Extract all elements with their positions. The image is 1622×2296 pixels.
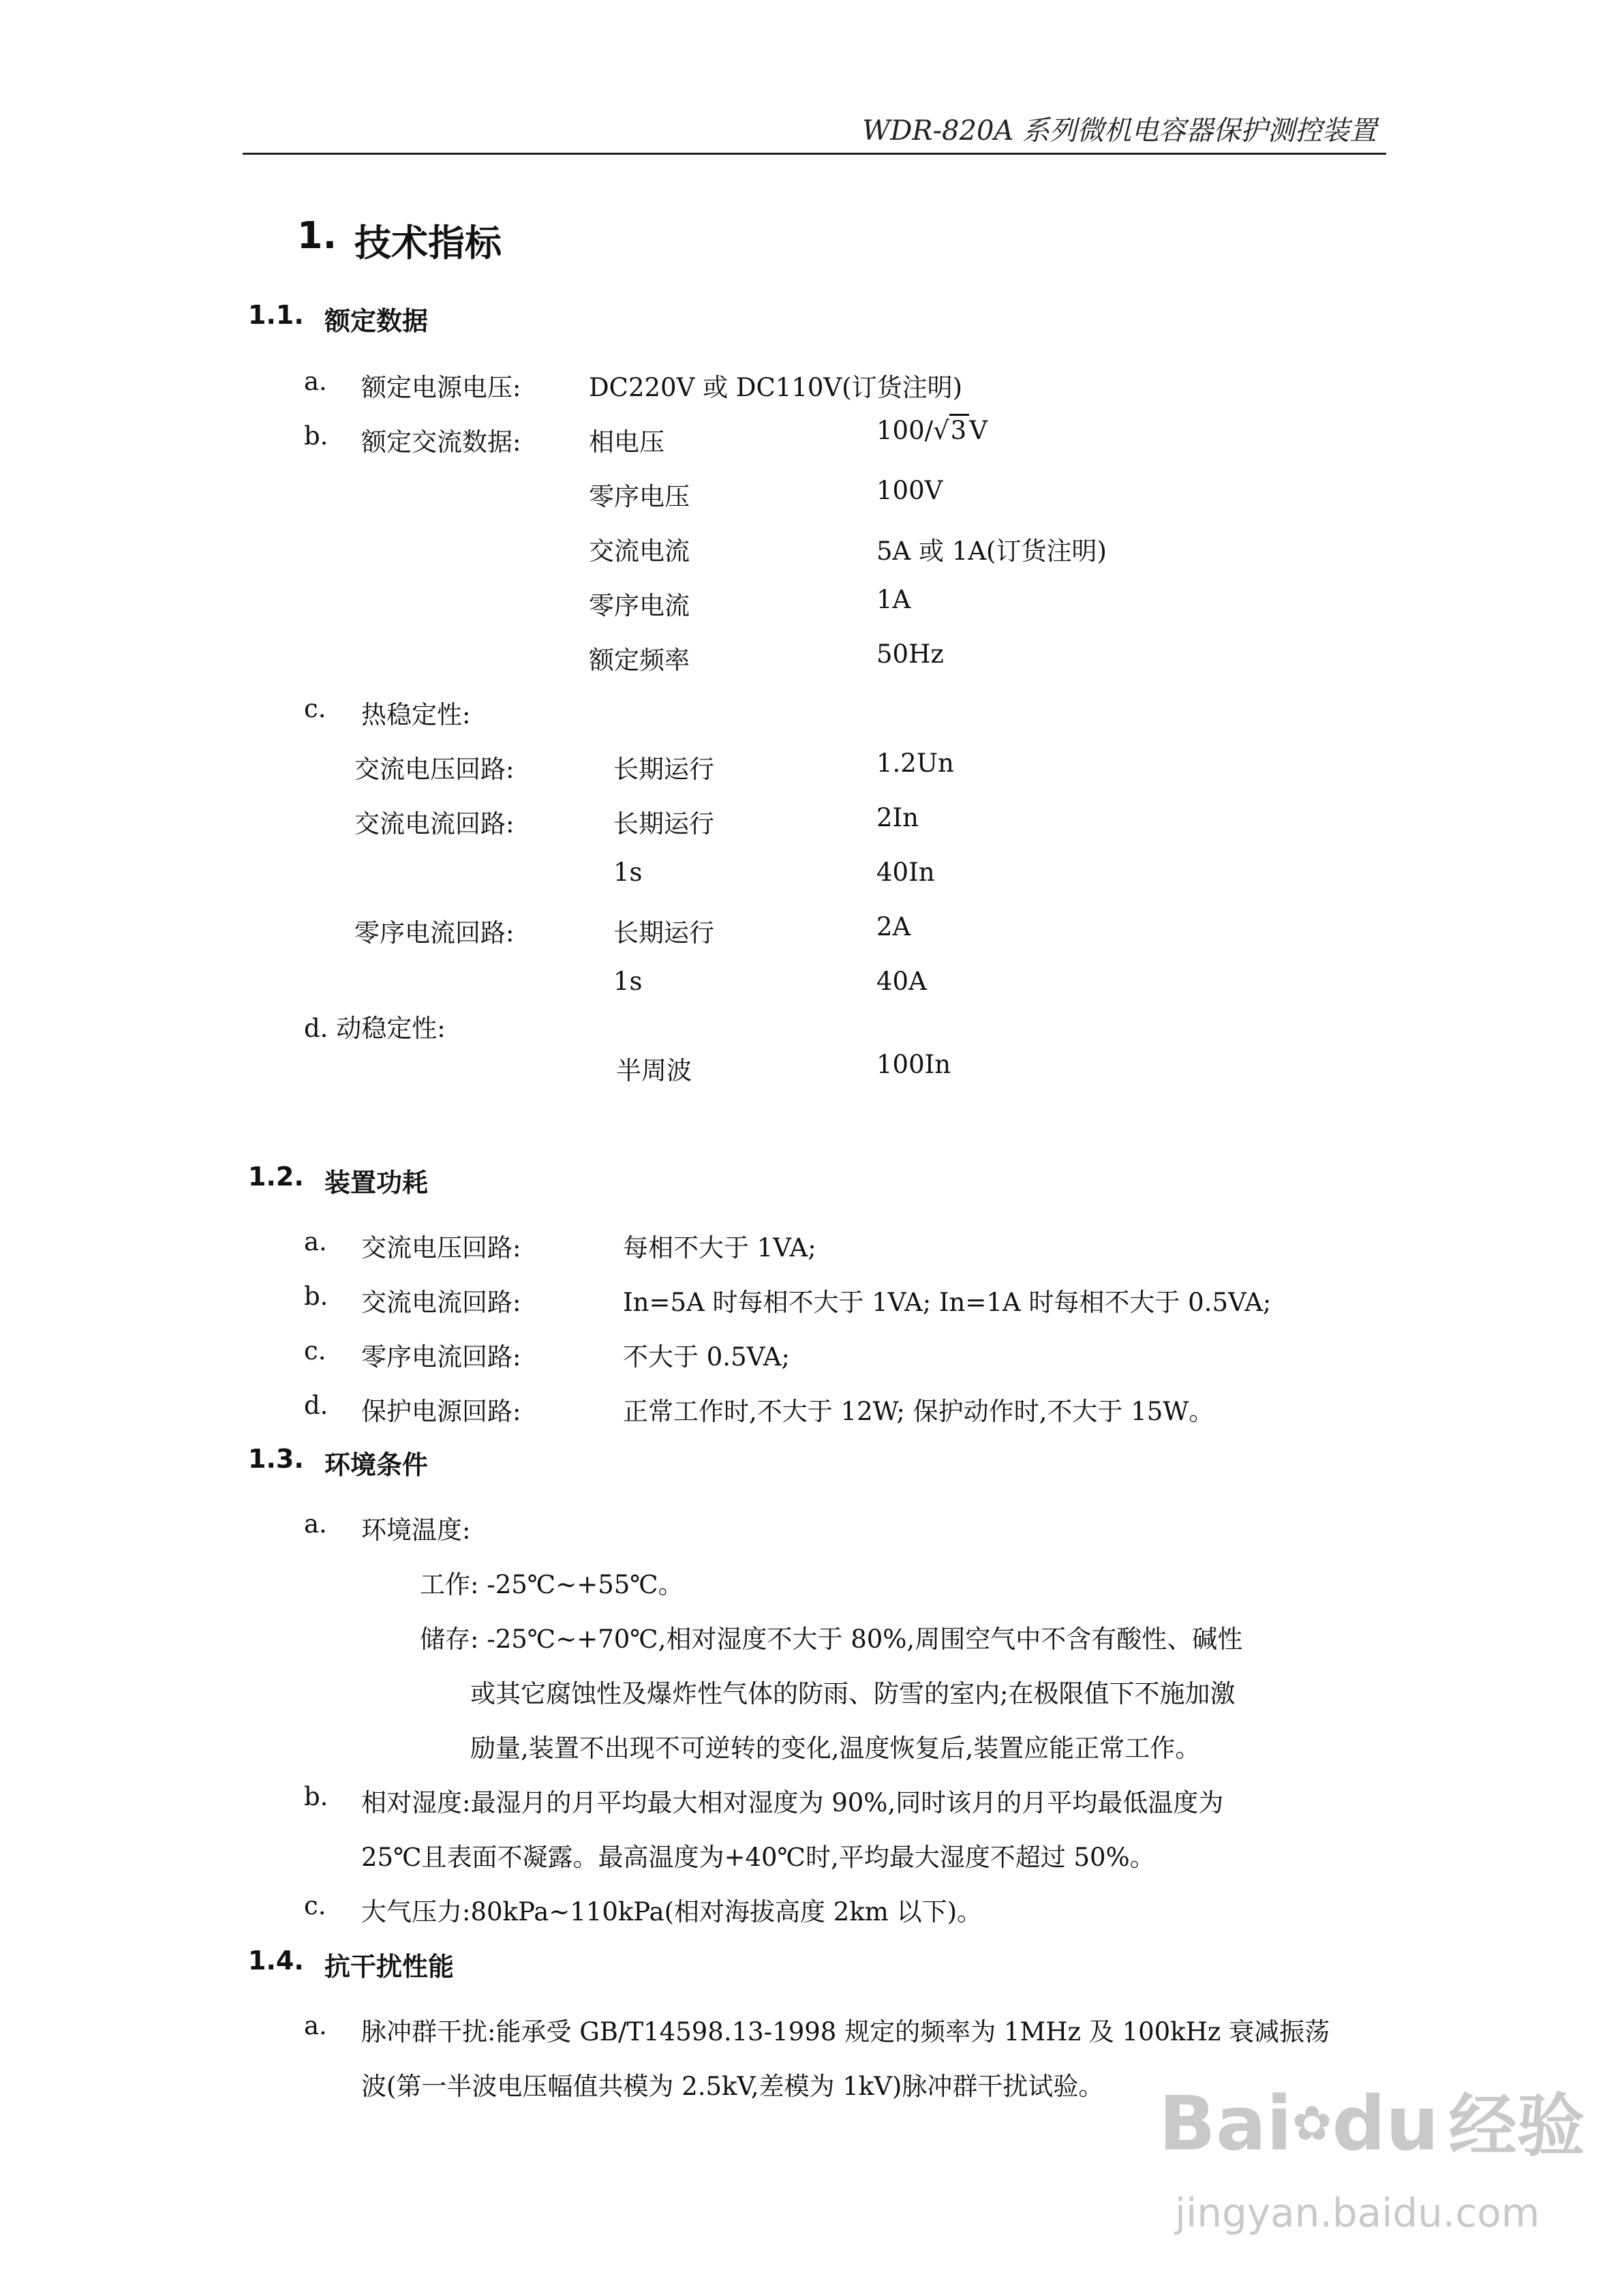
subsection-number: 1.2. xyxy=(248,1162,304,1192)
humidity-line: 相对湿度:最湿月的月平均最大相对湿度为 90%,同时该月的月平均最低温度为 xyxy=(361,1788,1224,1817)
header-rule xyxy=(243,153,1386,155)
subsection-title: 环境条件 xyxy=(324,1450,429,1480)
interference-line: 脉冲群干扰:能承受 GB/T14598.13-1998 规定的频率为 1MHz 及 100kHz 衰减振荡 xyxy=(361,2017,1330,2046)
section-number: 1. xyxy=(297,214,337,257)
item-label: 额定交流数据: xyxy=(361,427,521,457)
rating: 2In xyxy=(876,803,919,832)
sqrt-symbol: √3 xyxy=(933,416,969,445)
condition: 长期运行 xyxy=(613,918,714,948)
item-value: DC220V 或 DC110V(订货注明) xyxy=(589,373,963,402)
subsection-number: 1.4. xyxy=(248,1946,304,1976)
spec-value: 50Hz xyxy=(876,639,944,669)
value-suffix: V xyxy=(969,416,988,445)
item-value: In=5A 时每相不大于 1VA; In=1A 时每相不大于 0.5VA; xyxy=(623,1288,1272,1317)
work-temperature: 工作: -25℃~+55℃。 xyxy=(420,1570,684,1599)
item-marker: c. xyxy=(304,694,326,723)
rating: 40In xyxy=(876,858,935,887)
circuit-name: 交流电流回路: xyxy=(354,809,515,839)
condition: 长期运行 xyxy=(613,755,714,784)
spec-value: 5A 或 1A(订货注明) xyxy=(876,537,1107,566)
item-marker: a. xyxy=(304,1227,327,1256)
item-marker: c. xyxy=(304,1891,326,1920)
watermark-url: jingyan.baidu.com xyxy=(1175,2190,1540,2236)
storage-text-line: 储存: -25℃~+70℃,相对湿度不大于 80%,周围空气中不含有酸性、碱性 xyxy=(420,1625,1243,1654)
item-marker: a. xyxy=(304,1509,327,1539)
item-value: 不大于 0.5VA; xyxy=(623,1342,790,1372)
interference-line: 波(第一半波电压幅值共模为 2.5kV,差模为 1kV)脉冲群干扰试验。 xyxy=(361,2072,1104,2101)
item-marker: b. xyxy=(304,421,328,451)
spec-name: 交流电流 xyxy=(589,537,690,566)
storage-text-line: 励量,装置不出现不可逆转的变化,温度恢复后,装置应能正常工作。 xyxy=(470,1734,1201,1763)
item-marker: d. xyxy=(304,1391,328,1420)
baidu-logo-watermark xyxy=(1159,2080,1585,2167)
spec-name: 零序电压 xyxy=(589,482,690,511)
item-label: 交流电流回路: xyxy=(361,1288,521,1317)
watermark-brand: Bai xyxy=(1159,2080,1292,2167)
running-header: WDR-820A 系列微机电容器保护测控装置 xyxy=(862,115,1377,147)
item-marker: b. xyxy=(304,1782,328,1811)
item-label: 环境温度: xyxy=(361,1515,471,1545)
spec-name: 零序电流 xyxy=(589,591,690,620)
circuit-name: 交流电压回路: xyxy=(354,755,515,784)
value-prefix: 100/ xyxy=(876,416,934,445)
humidity-line: 25℃且表面不凝露。最高温度为+40℃时,平均最大湿度不超过 50%。 xyxy=(361,1843,1155,1872)
spec-name: 相电压 xyxy=(589,427,664,457)
item-label: 零序电流回路: xyxy=(361,1342,521,1372)
item-marker: c. xyxy=(304,1336,326,1365)
item-marker: b. xyxy=(304,1282,328,1311)
subsection-number: 1.1. xyxy=(248,300,304,330)
watermark-cn: 经验 xyxy=(1448,2086,1585,2166)
pressure-line: 大气压力:80kPa~110kPa(相对海拔高度 2km 以下)。 xyxy=(361,1897,983,1927)
condition: 1s xyxy=(613,967,643,996)
subsection-title: 装置功耗 xyxy=(324,1168,429,1198)
watermark-brand2: du xyxy=(1332,2080,1439,2167)
condition: 长期运行 xyxy=(613,809,714,839)
spec-value: 1A xyxy=(876,585,911,614)
storage-text-line: 或其它腐蚀性及爆炸性气体的防雨、防雪的室内;在极限值下不施加激 xyxy=(470,1679,1236,1708)
subsection-title: 抗干扰性能 xyxy=(324,1952,455,1982)
circuit-name: 零序电流回路: xyxy=(354,918,515,948)
spec-name: 额定频率 xyxy=(589,646,690,675)
paw-icon: ✿ xyxy=(1291,2096,1332,2151)
rating: 100In xyxy=(876,1050,951,1079)
spec-value-phase-voltage xyxy=(876,416,988,445)
subsection-title: 额定数据 xyxy=(324,306,429,336)
item-marker: a. xyxy=(304,367,327,396)
subsection-number: 1.3. xyxy=(248,1444,304,1474)
item-marker: a. xyxy=(304,2011,327,2040)
item-label: 保护电源回路: xyxy=(361,1397,521,1426)
rating: 2A xyxy=(876,912,911,941)
spec-value: 100V xyxy=(876,476,943,505)
condition: 1s xyxy=(613,858,643,887)
rating: 40A xyxy=(876,967,927,996)
item-label: 交流电压回路: xyxy=(361,1233,521,1263)
item-label: 热稳定性: xyxy=(361,700,471,729)
section-title: 技术指标 xyxy=(354,222,502,265)
item-label: d. 动稳定性: xyxy=(304,1014,446,1043)
condition: 半周波 xyxy=(616,1056,692,1085)
item-value: 正常工作时,不大于 12W; 保护动作时,不大于 15W。 xyxy=(623,1397,1214,1426)
rating: 1.2Un xyxy=(876,749,954,778)
item-label: 额定电源电压: xyxy=(361,373,521,402)
radicand: 3 xyxy=(949,414,970,445)
item-value: 每相不大于 1VA; xyxy=(623,1233,816,1263)
